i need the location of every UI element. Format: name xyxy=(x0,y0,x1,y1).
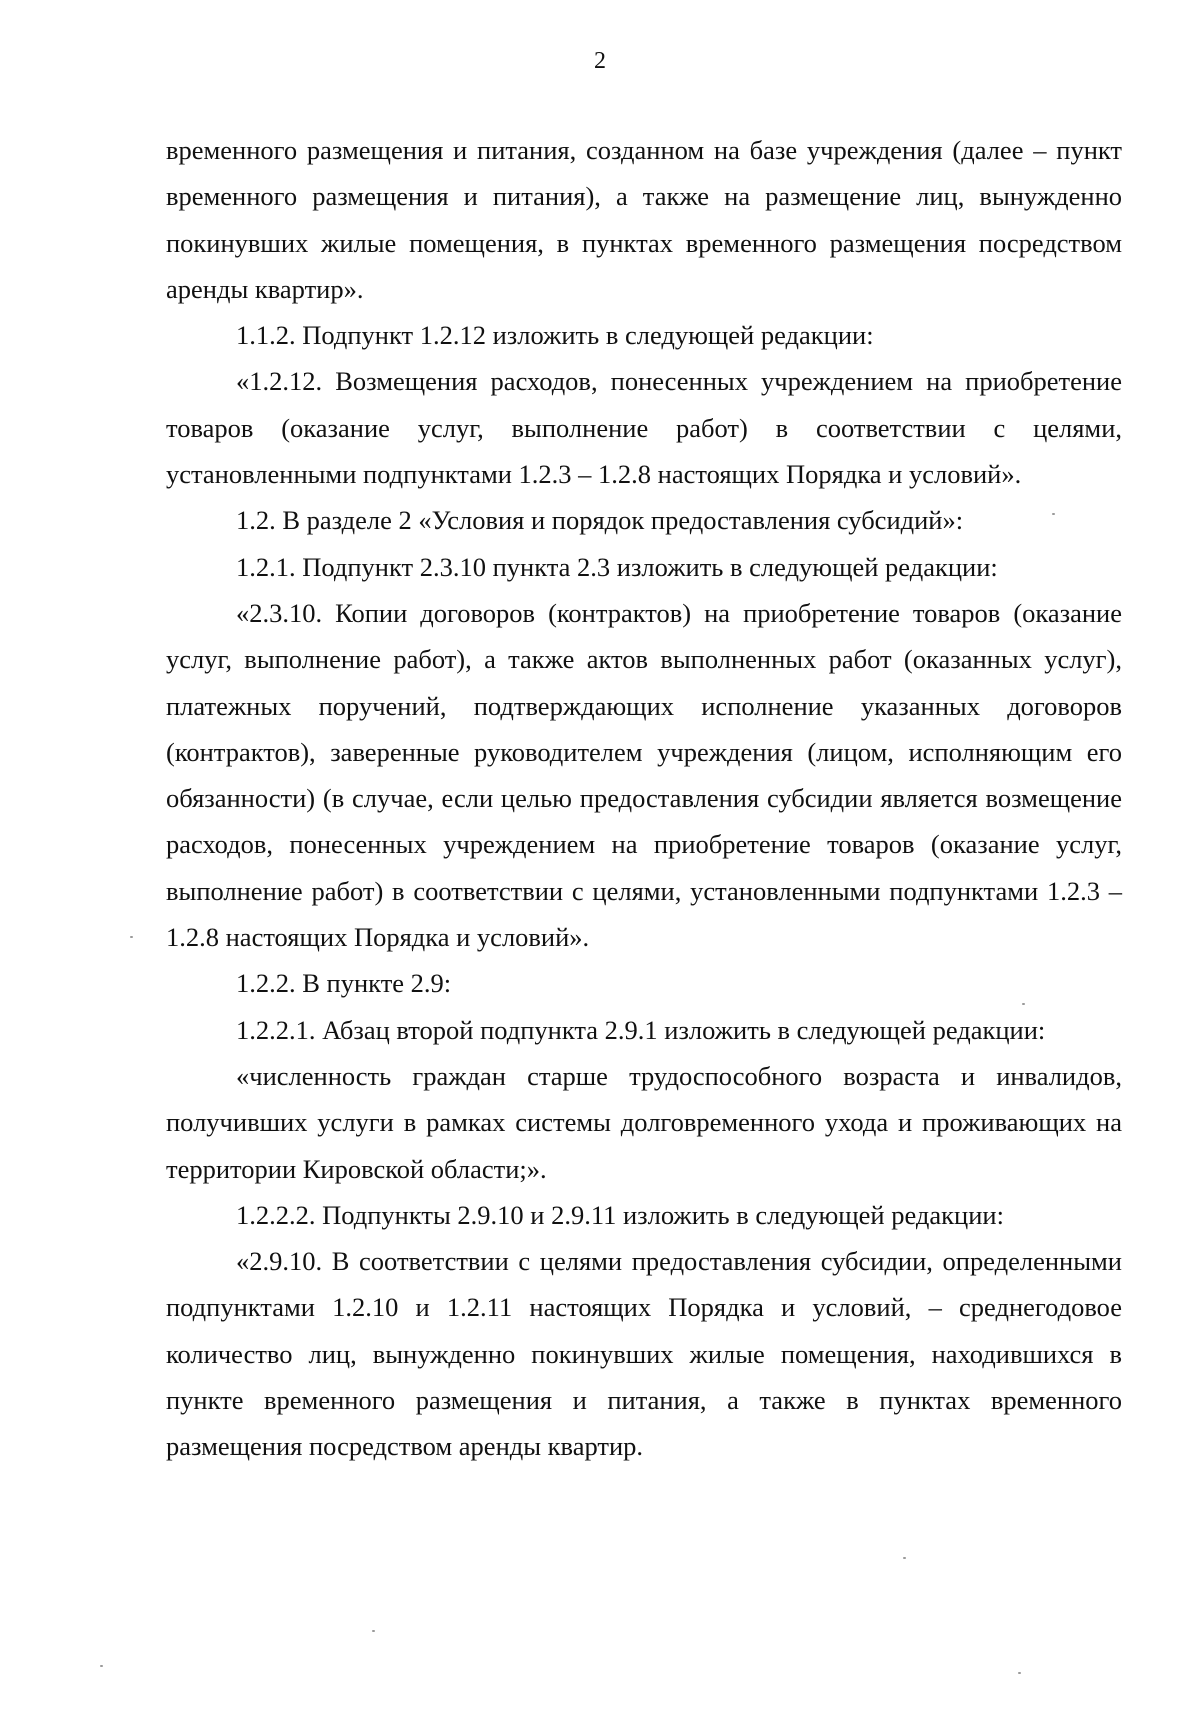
paragraph-item-1-2-2: 1.2.2. В пункте 2.9: xyxy=(236,968,452,999)
scan-speck xyxy=(372,1630,375,1632)
scan-speck xyxy=(1018,1672,1021,1674)
paragraph-item-1-2: 1.2. В разделе 2 «Условия и порядок предоставления субсидий»: xyxy=(236,505,964,536)
scan-speck xyxy=(1022,1003,1025,1005)
paragraph-quote-2-3-10: «2.3.10. Копии договоров (контрактов) на приобретение товаров (оказание услуг, выполнение работ), а также актов выполненных работ (оказанных услуг), платежных поручений, подтверждающих исполнение указанных договоров (контрактов), заверенные руководителем учреждения (лицом, исполняющим его обязанности) (в случае, если целью предоставления субсидии является возмещение расходов, понесенных учреждением на приобретение товаров (оказание услуг, выполнение работ) в соответствии с целями, установленными подпунктами 1.2.3 – 1.2.8 настоящих Порядка и условий». xyxy=(166,597,1122,953)
paragraph-continuation: временного размещения и питания, созданном на базе учреждения (далее – пункт временного размещения и питания), а также на размещение лиц, вынужденно покинувших жилые помещения, в пунктах временного размещения посредством аренды квартир». xyxy=(166,135,1122,304)
scan-speck xyxy=(1052,513,1055,515)
paragraph-item-1-1-2: 1.1.2. Подпункт 1.2.12 изложить в следующей редакции: xyxy=(236,320,874,351)
scan-speck xyxy=(100,1665,103,1667)
paragraph-item-1-2-2-2: 1.2.2.2. Подпункты 2.9.10 и 2.9.11 изложить в следующей редакции: xyxy=(236,1199,1004,1230)
paragraph-quote-numbers: «численность граждан старше трудоспособного возраста и инвалидов, получивших услуги в рамках системы долговременного ухода и проживающих на территории Кировской области;». xyxy=(166,1060,1122,1184)
paragraph-item-1-2-1: 1.2.1. Подпункт 2.3.10 пункта 2.3 изложить в следующей редакции: xyxy=(236,551,998,582)
scan-speck xyxy=(130,936,133,938)
page-number: 2 xyxy=(594,48,606,74)
paragraph-quote-2-9-10: «2.9.10. В соответствии с целями предоставления субсидии, определенными подпунктами 1.2.10 и 1.2.11 настоящих Порядка и условий, – среднегодовое количество лиц, вынужденно покинувших жилые помещения, находившихся в пункте временного размещения и питания, а также в пунктах временного размещения посредством аренды квартир. xyxy=(166,1246,1122,1462)
scan-speck xyxy=(903,1557,906,1559)
paragraph-item-1-2-2-1: 1.2.2.1. Абзац второй подпункта 2.9.1 изложить в следующей редакции: xyxy=(236,1014,1046,1045)
document-body xyxy=(166,127,1122,1470)
paragraph-quote-1-2-12: «1.2.12. Возмещения расходов, понесенных учреждением на приобретение товаров (оказание услуг, выполнение работ) в соответствии с целями, установленными подпунктами 1.2.3 – 1.2.8 настоящих Порядка и условий». xyxy=(166,366,1122,490)
